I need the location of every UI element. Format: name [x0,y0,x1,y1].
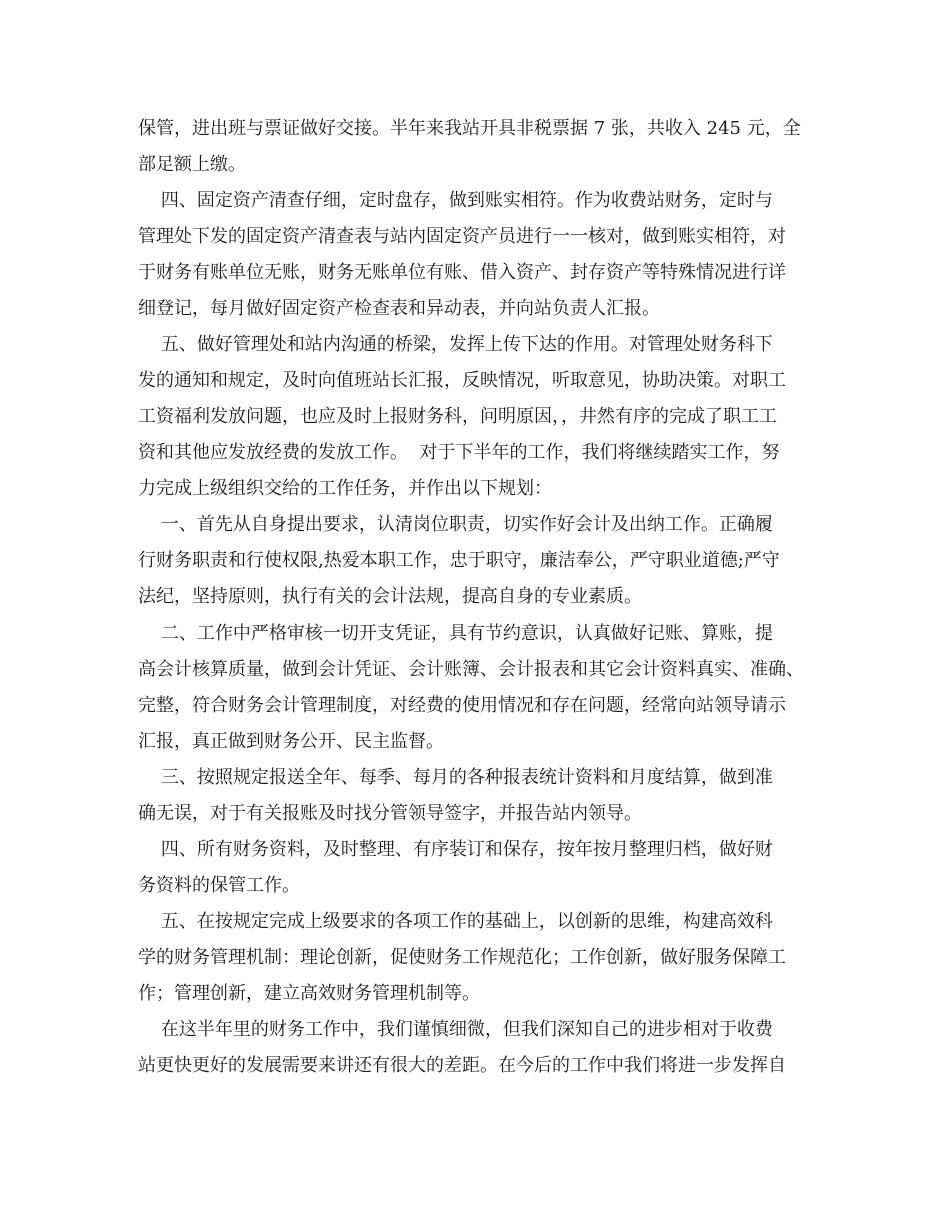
text-line: 部足额上缴。 [138,154,246,175]
text-line: 细登记，每月做好固定资产检查表和异动表，并向站负责人汇报。 [138,298,660,319]
text-line: 作；管理创新，建立高效财务管理机制等。 [138,983,480,1004]
text-line: 五、做好管理处和站内沟通的桥梁，发挥上传下达的作用。对管理处财务科下 [138,334,773,355]
text-line: 一、首先从自身提出要求，认清岗位职责，切实作好会计及出纳工作。正确履 [138,514,773,535]
text-line: 确无误，对于有关报账及时找分管领导签字，并报告站内领导。 [138,803,642,824]
text-line: 四、所有财务资料，及时整理、有序装订和保存，按年按月整理归档，做好财 [138,839,773,860]
text-line: 法纪，坚持原则，执行有关的会计法规，提高自身的专业素质。 [138,586,642,607]
text-line: 完整，符合财务会计管理制度，对经费的使用情况和存在问题，经常向站领导请示 [138,695,786,716]
text-line: 汇报，真正做到财务公开、民主监督。 [138,731,444,752]
text-line: 行财务职责和行使权限,热爱本职工作，忠于职守，廉洁奉公，严守职业道德;严守 [138,550,780,571]
text-line: 五、在按规定完成上级要求的各项工作的基础上，以创新的思维，构建高效科 [138,911,773,932]
text-line: 发的通知和规定，及时向值班站长汇报，反映情况，听取意见，协助决策。对职工 [138,370,786,391]
text-line: 工资福利发放问题，也应及时上报财务科，问明原因，，井然有序的完成了职工工 [138,406,777,427]
text-line: 务资料的保管工作。 [138,875,300,896]
text-line: 四、固定资产清查仔细，定时盘存，做到账实相符。作为收费站财务，定时与 [138,190,773,211]
text-line: 三、按照规定报送全年、每季、每月的各种报表统计资料和月度结算，做到准 [138,767,773,788]
text-line: 二、工作中严格审核一切开支凭证，具有节约意识，认真做好记账、算账，提 [138,623,773,644]
text-line: 资和其他应发放经费的发放工作。 对于下半年的工作，我们将继续踏实工作，努 [138,442,780,463]
text-line: 于财务有账单位无账，财务无账单位有账、借入资产、封存资产等特殊情况进行详 [138,262,786,283]
text-line: 站更快更好的发展需要来讲还有很大的差距。在今后的工作中我们将进一步发挥自 [138,1055,786,1076]
text-line: 管理处下发的固定资产清查表与站内固定资产员进行一一核对，做到账实相符，对 [138,226,786,247]
text-line: 保管，进出班与票证做好交接。半年来我站开具非税票据 7 张，共收入 245 元，全 [138,118,801,139]
text-line: 高会计核算质量，做到会计凭证、会计账簿、会计报表和其它会计资料真实、准确、 [138,659,804,680]
text-line: 学的财务管理机制：理论创新，促使财务工作规范化；工作创新，做好服务保障工 [138,947,786,968]
text-line: 在这半年里的财务工作中，我们谨慎细微，但我们深知自己的进步相对于收费 [138,1019,773,1040]
text-line: 力完成上级组织交给的工作任务，并作出以下规划： [138,478,552,499]
